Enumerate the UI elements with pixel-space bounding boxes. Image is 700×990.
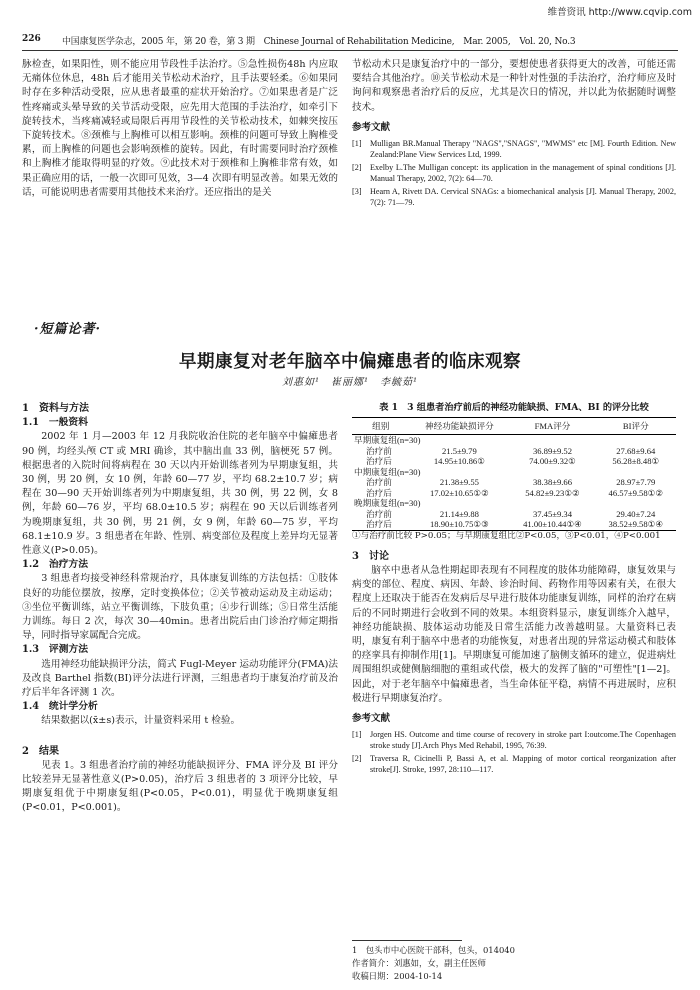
subsection-heading: 1.4 统计学分析 [22, 701, 98, 713]
section-heading: 2 结果 [22, 745, 59, 757]
paragraph: 结果数据以(x̄±s)表示，计量资料采用 t 检验。 [41, 715, 241, 727]
article-right-column [352, 402, 676, 777]
watermark: 维普资讯 http://www.cqvip.com [547, 7, 692, 18]
table-row: 治疗后 18.90±10.75①③ 41.00±10.44①④ 38.52±9.58①④ [352, 519, 676, 530]
table-header: BI评分 [596, 418, 676, 435]
paragraph: 见表 1。3 组患者治疗前的神经功能缺损评分、FMA 评分及 BI 评分比较差异无显著性意义(P>0.05)，治疗后 3 组患者的 3 项评分比较，早期康复组优于中期康复组(P<0.05，P<0.01)，明显优于晚期康复组(P<0.01，P<0.001)。 [22, 759, 338, 814]
paragraph: 2002 年 1 月—2003 年 12 月我院收治住院的老年脑卒中偏瘫患者 90 例，均经头颅 CT 或 MRI 确诊，其中脑出血 33 例，脑梗死 57 例。根据患者的入院时间将病程在 30 天以内开始训练者列为早期康复组，共 30 例，男 20 例，女 10 例，年龄 60—77 岁，平均 68.2±10.7 岁；病程在 30—90 天开始训练者列为中期康复组，共 30 例，男 22 例，女 8 例，年龄 60—76 岁，平均 68.0±10.5 岁；病程在 90 天以后训练者列为晚期康复组，共 30 例，男 21 例，女 9 例，年龄 60—75 岁，平均 68.1±10.9 岁。3 组患者在年龄、性别、病变部位及程度上差异均无显著性意义(P>0.05)。 [22, 431, 338, 557]
running-header [22, 34, 678, 50]
table-row: 治疗后 17.02±10.65①② 54.82±9.23①② 46.57±9.58①② [366, 487, 664, 498]
table-group-row: 晚期康复组(n=30) [354, 498, 421, 509]
subsection-heading: 1.3 评测方法 [22, 644, 89, 656]
footnote-author-bio: 作者简介：刘惠如，女，副主任医师 [352, 958, 486, 968]
article-title: 早期康复对老年脑卒中偏瘫患者的临床观察 [179, 352, 521, 372]
subsection-heading: 1.2 治疗方法 [22, 559, 89, 571]
journal-line: 中国康复医学杂志，2005 年，第 20 卷，第 3 期 Chinese Journal of Rehabilitation Medicine, Mar. 2005, Vol. 20, No.3 [62, 37, 576, 47]
prev-article-text-left: 脉检查，如果阳性，则不能应用节段性手法治疗。⑤急性损伤48h 内应取无痛体位休息，48h 后才能用关节松动术治疗，且手法要轻柔。⑥如果同时存在多种活动受限，应从患者最重的症状开始治疗。⑦如果患者是广泛性疼痛或头晕导致的关节活动受限，应先用大范围的手法治疗，如牵引下旋转技术，当疼痛减轻或局限后再用节段性的关节松动技术，如棘突按压下旋转技术。⑧颈椎与上胸椎可以相互影响。颈椎的问题可导致上胸椎受累，而上胸椎的问题也会影响颈椎的旋转。因此，有时需要同时治疗颈椎和上胸椎才能取得明显的疗效。⑨此技术对于颈椎和上胸椎非常有效，如果正确应用的话，一般一次即可见效，3—4 次即有明显改善。如果无效的话，可能说明患者需要用其他技术来治疗。还应指出的是关 [22, 59, 338, 198]
table-group-row: 早期康复组(n=30) [354, 435, 421, 446]
prev-article-references [352, 121, 676, 208]
reference-item: [2] Exelby L.The Mulligan concept: its application in the management of spinal conditions [J]. Manual Therapy, 2002, 7(2): 64—70. [352, 163, 676, 184]
results-table [352, 417, 676, 531]
paragraph: 脑卒中患者从急性期起即表现有不同程度的肢体功能障碍，康复效果与病变的部位、程度、病因、年龄、诊治时间、药物作用等因素有关，在很大程度上还取决于能否在发病后尽早进行肢体功能康复训练，同样的治疗在病后的不同时期进行会收到不同的效果。本组资料显示，康复训练介入越早，神经功能缺损、肢体运动功能及日常生活能力改善越明显。大量资料已表明，康复有利于脑卒中患者的功能恢复，对患者出现的异常运动模式和肢体的痉挛具有抑制作用[1]。早期康复可能加速了脑侧支循环的建立，促进病灶周围组织或健侧脑细胞的重组或代偿，极大的发挥了脑的"可塑性"[1—2]。因此，对于老年脑卒中偏瘫患者，当生命体征平稳，病情不再进展时，应积极进行早期康复治疗。 [352, 564, 676, 704]
table-row: 治疗前 21.38±9.55 38.38±9.66 28.97±7.79 [366, 477, 656, 488]
footnote-received-date: 收稿日期：2004-10-14 [352, 971, 443, 981]
subsection-heading: 1.1 一般资料 [22, 417, 89, 429]
table-group-row: 中期康复组(n=30) [354, 466, 421, 477]
table-row: 治疗前 21.5±9.79 36.89±9.52 27.68±9.64 [366, 445, 656, 456]
reference-item: [1] Jorgen HS. Outcome and time course of recovery in stroke part I:outcome.The Copenhagen stroke study [J].Arch Phys Med Rehabil, 1995, 76:39. [352, 730, 676, 751]
footnotes [352, 944, 515, 983]
reference-item: [3] Hearn A, Rivett DA. Cervical SNAGs: a biomechanical analysis [J]. Manual Therapy, 2002, 7(2): 71—79. [352, 187, 676, 208]
page-number: 226 [22, 34, 41, 44]
footnote-rule [352, 940, 462, 941]
table-note: ①与治疗前比较 P>0.05；与早期康复组比②P<0.05，③P<0.01，④P<0.001 [352, 530, 661, 541]
references-heading: 参考文献 [352, 712, 391, 724]
table-header: 组别 [352, 418, 409, 435]
article-references [352, 712, 676, 775]
article-authors: 刘惠如¹ 崔丽娜¹ 李毓茹¹ [281, 377, 419, 388]
paragraph: 3 组患者均接受神经科常规治疗，具体康复训练的方法包括：①肢体良好的功能位摆放，按摩，定时变换体位；②关节被动运动及主动运动；③坐位平衡训练，站立平衡训练，下肢负重；④步行训练；⑤日常生活能力训练。每日 2 次，每次 30—40min。患者出院后由门诊治疗师定期指导，同时指导家属配合完成。 [22, 573, 338, 642]
section-heading: 3 讨论 [352, 550, 389, 562]
references-heading: 参考文献 [352, 121, 391, 133]
prev-article-text-right: 节松动术只是康复治疗中的一部分，要想使患者获得更大的改善，可能还需要结合其他治疗。⑩关节松动术是一种针对性强的手法治疗，治疗师应及时询问和观察患者治疗后的反应，尤其是次日的情况，并以此为依据随时调整技术。 [352, 59, 676, 113]
paragraph: 选用神经功能缺损评分法，简式 Fugl-Meyer 运动功能评分(FMA)法及改良 Barthel 指数(BI)评分法进行评测，三组患者均于康复治疗前及治疗后半年各评测 1 次。 [22, 658, 338, 699]
footnote-affiliation: 1 包头市中心医院干部科，包头，014040 [352, 945, 515, 955]
prev-article-right-column [352, 58, 676, 210]
section-heading: 1 资料与方法 [22, 403, 89, 414]
table-caption: 表 1 3 组患者治疗前后的神经功能缺损、FMA、BI 的评分比较 [379, 402, 649, 413]
prev-article-left-column [22, 58, 338, 200]
table-header: FMA评分 [509, 418, 595, 435]
reference-item: [2] Traversa R, Cicinelli P, Bassi A, et al. Mapping of motor cortical reorganization after stroke[J]. Stroke, 1997, 28:110—117. [352, 754, 676, 775]
reference-item: [1] Mulligan BR.Manual Therapy "NAGS","SNAGS", "MWMS" etc [M]. Fourth Edition. New Zealand:Plane View Services Ltd, 1999. [352, 139, 676, 160]
article-left-column [22, 402, 338, 816]
table-row: 治疗前 21.14±9.88 37.45±9.34 29.40±7.24 [366, 508, 656, 519]
header-rule [22, 50, 678, 51]
table-header: 神经功能缺损评分 [409, 418, 509, 435]
section-tag: ·短篇论著· [34, 322, 102, 337]
table-row: 治疗后 14.95±10.86① 74.00±9.32① 56.28±8.48① [366, 456, 660, 467]
